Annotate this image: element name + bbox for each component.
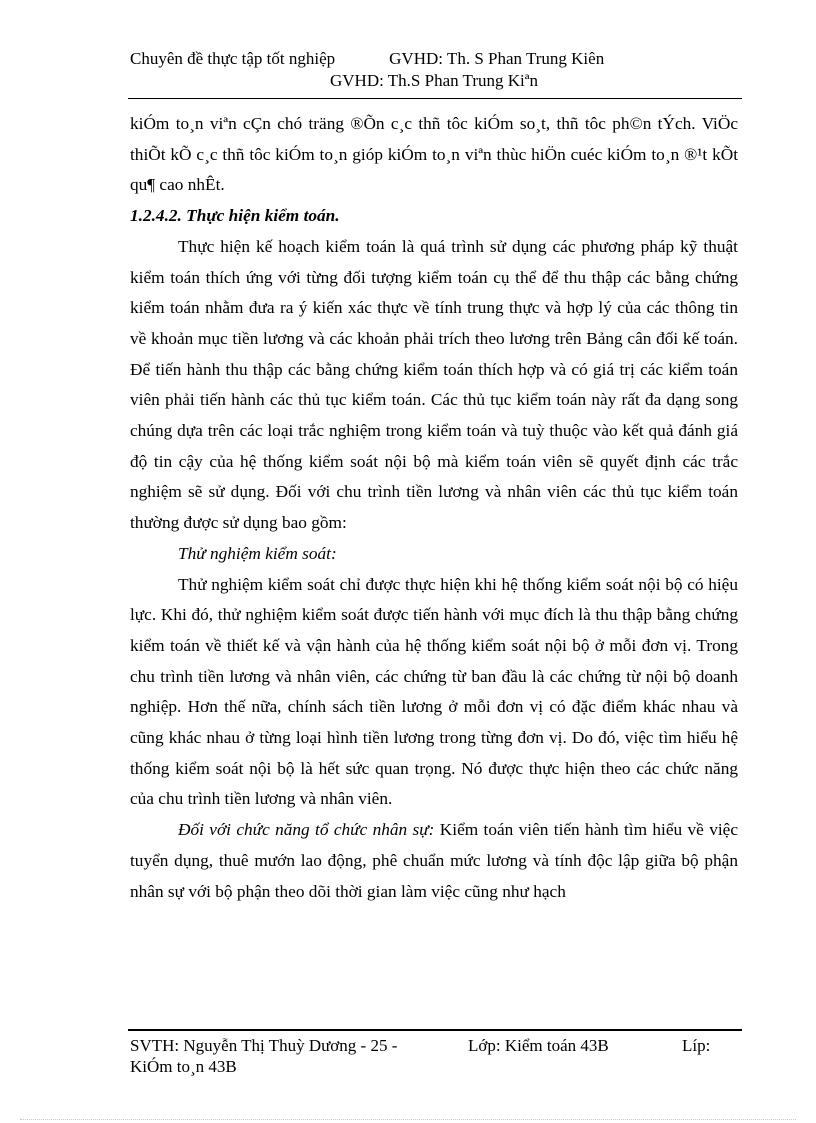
header-row-1 [130, 48, 742, 70]
header-advisor: GVHD: Th. S Phan Trung Kiên [389, 49, 605, 68]
page-header [130, 48, 742, 92]
header-divider [128, 98, 742, 99]
footer-class-label: Líp: [682, 1036, 711, 1055]
header-advisor-secondary: GVHD: Th.S Phan Trung Kiªn [330, 71, 538, 90]
hr-function-lead: Đối với chức năng tổ chức nhân sự: [178, 820, 435, 840]
hr-function-text: Kiểm toán viên tiến hành tìm hiểu về việc tuyển dụng, thuê mướn lao động, phê chuẩn mức lương và tính độc lập giữa bộ phận nhân sự với bộ phận theo dõi thời gian làm việc cũng như hạch [130, 820, 738, 901]
header-row-2 [130, 70, 742, 92]
footer-class-secondary: KiÓm to¸n 43B [130, 1057, 237, 1076]
footer-class: Lớp: Kiểm toán 43B [468, 1036, 609, 1055]
paragraph-control-test: Thử nghiệm kiểm soát chỉ được thực hiện khi hệ thống kiểm soát nội bộ có hiệu lực. Khi đó, thử nghiệm kiểm soát được tiến hành với mục đích là thu thập bằng chứng kiểm toán về thiết kế và vận hành của hệ thống kiểm soát nội bộ ở mỗi đơn vị. Trong chu trình tiền lương và nhân viên, các chứng từ ban đầu là các chứng từ nội bộ doanh nghiệp. Hơn thế nữa, chính sách tiền lương ở mỗi đơn vị có đặc điểm khác nhau và cũng khác nhau ở từng loại hình tiền lương trong từng đơn vị. Do đó, việc tìm hiểu hệ thống kiểm soát nội bộ là hết sức quan trọng. Nó được thực hiện theo các chức năng của chu trình tiền lương và nhân viên. [130, 574, 738, 809]
paragraph-execution: Thực hiện kế hoạch kiểm toán là quá trình sử dụng các phương pháp kỹ thuật kiểm toán thích ứng với từng đối tượng kiểm toán cụ thể để thu thập các bằng chứng kiểm toán nhằm đưa ra ý kiến xác thực về tính trung thực và hợp lý của các thông tin về khoản mục tiền lương và các khoản phải trích theo lương trên Bảng cân đối kế toán. Để tiến hành thu thập các bằng chứng kiểm toán thích hợp và có giá trị các kiểm toán viên phải tiến hành các thủ tục kiểm toán. Các thủ tục kiểm toán này rất đa dạng song chúng dựa trên các loại trắc nghiệm trong kiểm toán và tuỳ thuộc vào kết quả đánh giá độ tin cậy của hệ thống kiểm soát nội bộ mà kiểm toán viên sẽ quyết định các trắc nghiệm sẽ sử dụng. Đối với chu trình tiền lương và nhân viên các thủ tục kiểm toán thường được sử dụng bao gồm: [130, 236, 738, 533]
document-body [130, 109, 738, 907]
footer-student: SVTH: Nguyễn Thị Thuỳ Dương - 25 - [130, 1036, 398, 1055]
header-topic: Chuyên đề thực tập tốt nghiệp [130, 49, 336, 68]
footer-row-1 [130, 1035, 742, 1056]
section-heading: 1.2.4.2. Thực hiện kiểm toán. [130, 206, 340, 226]
subheading-control-test: Thử nghiệm kiểm soát: [178, 543, 337, 563]
paragraph-continuation: kiÓm to¸n viªn cÇn chó träng ®Õn c¸c thñ tôc kiÓm so¸t, thñ tôc ph©n tÝch. ViÖc thiÕt kÕ c¸c thñ tôc kiÓm to¸n gióp kiÓm to¸n viªn thùc hiÖn cuéc kiÓm to¸n ®¹t kÕt qu¶ cao nhÊt. [130, 114, 738, 195]
paragraph-hr-function [130, 815, 738, 907]
footer-divider [128, 1029, 742, 1031]
page-bottom-dotted-line [20, 1119, 796, 1120]
page-footer [130, 1035, 742, 1077]
